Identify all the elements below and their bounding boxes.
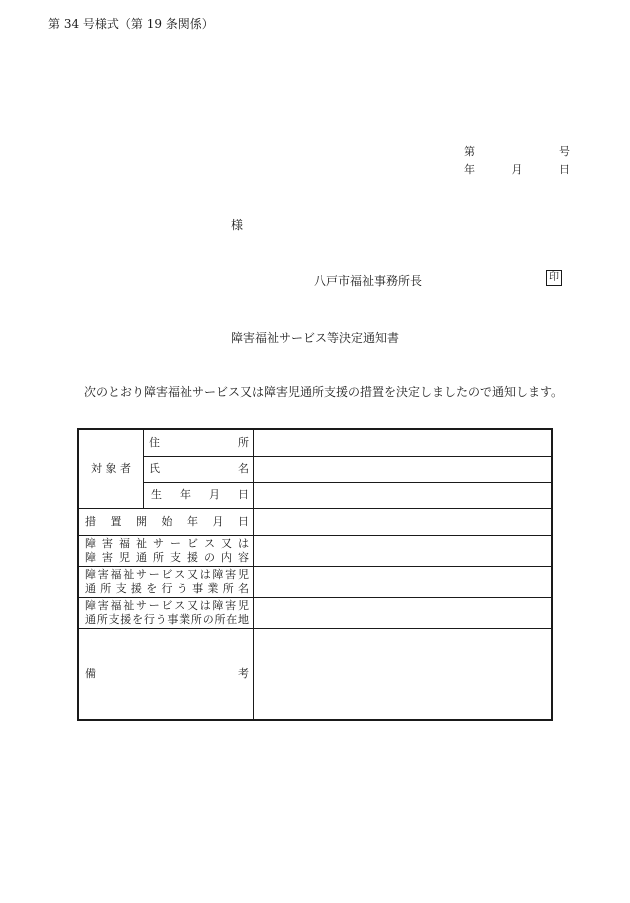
birthdate-label: 生 年 月 日	[151, 488, 249, 501]
provider-address-label-line1: 障害福祉サービス又は障害児	[85, 599, 249, 612]
address-label: 住 所	[149, 436, 249, 449]
remarks-label-cell	[85, 628, 249, 719]
form-number: 第 34 号様式（第 19 条関係）	[48, 17, 214, 31]
date-month-label: 月	[511, 163, 523, 176]
service-content-value-cell	[254, 535, 551, 566]
start-date-label: 措 置 開 始 年 月 日	[85, 514, 249, 528]
remarks-label-left: 備	[85, 666, 96, 680]
name-label-cell	[149, 456, 249, 482]
subject-label-cell	[79, 430, 143, 508]
document-number	[464, 143, 570, 159]
name-label: 氏 名	[149, 462, 249, 475]
provider-address-label-cell	[85, 599, 249, 627]
document-title: 障害福祉サービス等決定通知書	[231, 331, 400, 345]
provider-name-value-cell	[254, 566, 551, 597]
address-label-cell	[149, 430, 249, 456]
date-year-label: 年	[464, 163, 475, 176]
service-content-label-line1: 障害福祉サービス又は	[85, 537, 249, 550]
start-date-value-cell	[254, 508, 551, 535]
document-number-prefix: 第	[464, 145, 475, 158]
seal-stamp: 印	[546, 270, 562, 286]
service-content-label-cell	[85, 537, 249, 565]
provider-address-label-line2: 通所支援を行う事業所の所在地	[85, 613, 249, 626]
start-date-label-cell	[85, 508, 249, 535]
birthdate-value-cell	[254, 482, 551, 508]
provider-name-label-cell	[85, 568, 249, 596]
address-value-cell	[254, 430, 551, 456]
document-date	[464, 161, 570, 177]
issuer-name: 八戸市福祉事務所長	[314, 274, 423, 288]
grid-line	[143, 430, 144, 508]
birthdate-label-cell	[151, 482, 249, 508]
document-number-suffix: 号	[559, 145, 570, 158]
provider-name-label-line2: 通所支援を行う事業所名	[85, 582, 249, 595]
remarks-label-right: 考	[238, 666, 249, 680]
name-value-cell	[254, 456, 551, 482]
addressee-honorific: 様	[231, 218, 244, 232]
service-content-label-line2: 障害児通所支援の内容	[85, 551, 249, 564]
date-day-label: 日	[559, 163, 570, 176]
provider-name-label-line1: 障害福祉サービス又は障害児	[85, 568, 249, 581]
remarks-value-cell	[254, 628, 551, 719]
provider-address-value-cell	[254, 597, 551, 628]
subject-label: 対 象 者	[91, 462, 131, 475]
notice-table	[77, 428, 553, 721]
body-text: 次のとおり障害福祉サービス又は障害児通所支援の措置を決定しましたので通知します。	[84, 385, 564, 399]
